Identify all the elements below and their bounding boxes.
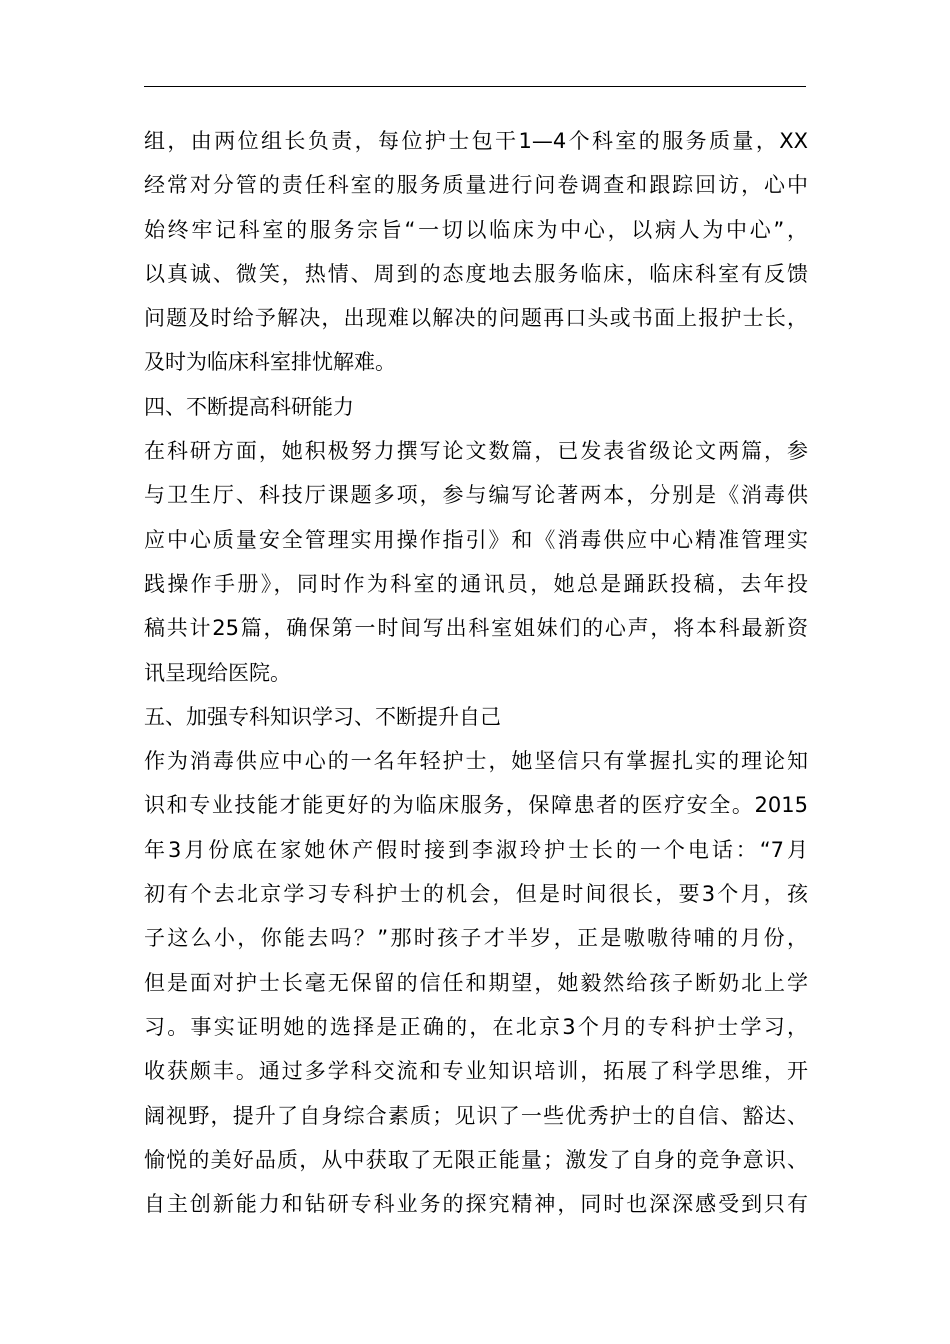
text-line: 组，由两位组长负责，每位护士包干1—4个科室的服务质量，XX <box>144 129 808 153</box>
text-line: 识和专业技能才能更好的为临床服务，保障患者的医疗安全。2015 <box>144 793 808 818</box>
text-line: 愉悦的美好品质，从中获取了无限正能量；激发了自身的竞争意识、 <box>144 1147 808 1172</box>
text-line: 始终牢记科室的服务宗旨“一切以临床为中心，以病人为中心”， <box>144 217 808 242</box>
body-text <box>144 119 808 1226</box>
text-line: 四、不断提高科研能力 <box>144 394 354 419</box>
text-line: 习。事实证明她的选择是正确的，在北京3个月的专科护士学习， <box>144 1014 808 1039</box>
text-line: 与卫生厅、科技厅课题多项，参与编写论著两本，分别是《消毒供 <box>144 483 808 508</box>
text-line: 但是面对护士长毫无保留的信任和期望，她毅然给孩子断奶北上学 <box>144 970 808 995</box>
text-line: 在科研方面，她积极努力撰写论文数篇，已发表省级论文两篇，参 <box>144 439 808 464</box>
text-line: 年3月份底在家她休产假时接到李淑玲护士长的一个电话：“7月 <box>144 837 808 862</box>
text-line: 应中心质量安全管理实用操作指引》和《消毒供应中心精准管理实 <box>144 527 808 552</box>
text-line: 子这么小，你能去吗？”那时孩子才半岁，正是嗷嗷待哺的月份， <box>144 926 808 951</box>
text-line: 阔视野，提升了自身综合素质；见识了一些优秀护士的自信、豁达、 <box>144 1103 808 1128</box>
text-line: 自主创新能力和钻研专科业务的探究精神，同时也深深感受到只有 <box>144 1192 808 1217</box>
text-line: 稿共计25篇，确保第一时间写出科室姐妹们的心声，将本科最新资 <box>144 616 808 641</box>
text-line: 收获颇丰。通过多学科交流和专业知识培训，拓展了科学思维，开 <box>144 1059 808 1084</box>
header-rule <box>144 86 806 87</box>
text-line: 讯呈现给医院。 <box>144 660 291 685</box>
text-line: 作为消毒供应中心的一名年轻护士，她坚信只有掌握扎实的理论知 <box>144 749 808 774</box>
text-line: 及时为临床科室排忧解难。 <box>144 350 396 375</box>
text-line: 五、加强专科知识学习、不断提升自己 <box>144 704 501 729</box>
text-line: 践操作手册》，同时作为科室的通讯员，她总是踊跃投稿，去年投 <box>144 571 808 596</box>
text-line: 以真诚、微笑，热情、周到的态度地去服务临床，临床科室有反馈 <box>144 261 808 286</box>
text-line: 经常对分管的责任科室的服务质量进行问卷调查和跟踪回访，心中 <box>144 173 808 198</box>
text-line: 初有个去北京学习专科护士的机会，但是时间很长，要3个月，孩 <box>144 882 808 907</box>
text-line: 问题及时给予解决，出现难以解决的问题再口头或书面上报护士长， <box>144 306 808 331</box>
